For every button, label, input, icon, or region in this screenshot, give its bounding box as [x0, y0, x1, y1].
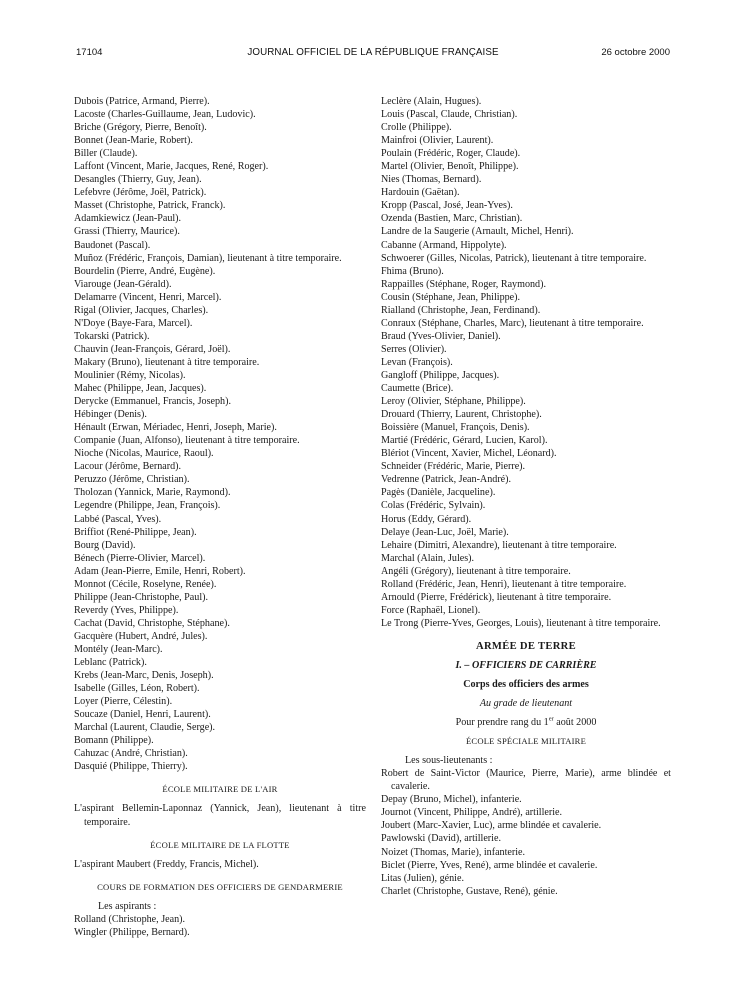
list-item: Derycke (Emmanuel, Francis, Joseph). [74, 396, 231, 408]
list-item: Fhima (Bruno). [381, 265, 444, 277]
list-item: Chauvin (Jean-François, Gérard, Joël). [74, 343, 231, 355]
list-item: Laffont (Vincent, Marie, Jacques, René, Roger). [74, 161, 269, 173]
journal-title: JOURNAL OFFICIEL DE LA RÉPUBLIQUE FRANÇAISE [247, 47, 499, 58]
list-item: Gacquère (Hubert, André, Jules). [74, 630, 208, 642]
air-school-entry: L'aspirant Bellemin-Laponnaz (Yannick, Jean), lieutenant à titre temporaire. [74, 803, 366, 828]
list-item: Le Trong (Pierre-Yves, Georges, Louis), lieutenant à titre temporaire. [381, 617, 661, 629]
air-school-heading: ÉCOLE MILITAIRE DE L'AIR [162, 784, 278, 795]
grade-heading: Au grade de lieutenant [479, 698, 573, 710]
list-item: Moulinier (Rémy, Nicolas). [74, 369, 186, 381]
gendarmerie-intro: Les aspirants : [98, 900, 157, 912]
list-item: Lefebvre (Jérôme, Joël, Patrick). [74, 187, 207, 199]
list-item: Dubois (Patrice, Armand, Pierre). [74, 96, 210, 107]
list-item: Desangles (Thierry, Guy, Jean). [74, 174, 202, 186]
list-item: Ozenda (Bastien, Marc, Christian). [381, 213, 523, 225]
list-item: Nies (Thomas, Bernard). [381, 174, 482, 186]
list-item: Briche (Grégory, Pierre, Benoît). [74, 122, 207, 134]
list-item: Louis (Pascal, Claude, Christian). [381, 109, 518, 121]
list-item: Joubert (Marc-Xavier, Luc), arme blindée et cavalerie. [381, 820, 602, 832]
list-item: Tholozan (Yannick, Marie, Raymond). [74, 487, 231, 499]
list-item: Adam (Jean-Pierre, Emile, Henri, Robert). [74, 565, 246, 577]
sous-lieutenants-list [381, 767, 671, 897]
list-item: Journot (Vincent, Philippe, André), artillerie. [381, 807, 563, 819]
list-item: Biller (Claude). [74, 148, 138, 160]
list-item: Bénech (Pierre-Olivier, Marcel). [74, 552, 206, 564]
list-item: Adamkiewicz (Jean-Paul). [74, 213, 182, 225]
list-item: Muñoz (Frédéric, François, Damian), lieutenant à titre temporaire. [74, 252, 342, 264]
list-item: Rolland (Frédéric, Jean, Henri), lieutenant à titre temporaire. [381, 578, 627, 590]
rank-date-suffix: août 2000 [553, 717, 597, 729]
list-item: Biclet (Pierre, Yves, René), arme blindée et cavalerie. [381, 859, 598, 871]
list-item: Kropp (Pascal, José, Jean-Yves). [381, 200, 513, 212]
page-number: 17104 [76, 47, 103, 58]
list-item: Drouard (Thierry, Laurent, Christophe). [381, 409, 542, 421]
list-item: Hébinger (Denis). [74, 409, 147, 421]
list-item: Cachat (David, Christophe, Stéphane). [74, 617, 230, 629]
list-item: Rolland (Christophe, Jean). [74, 913, 186, 925]
list-item: Marchal (Laurent, Claudie, Serge). [74, 722, 216, 734]
list-item: Boissière (Manuel, François, Denis). [381, 422, 530, 434]
list-item: Charlet (Christophe, Gustave, René), génie. [381, 885, 558, 897]
list-item: Delamarre (Vincent, Henri, Marcel). [74, 291, 222, 303]
list-item: Peruzzo (Jérôme, Christian). [74, 474, 190, 486]
list-item: Tokarski (Patrick). [74, 330, 150, 342]
corps-heading: Corps des officiers des armes [463, 679, 589, 691]
list-item: Dasquié (Philippe, Thierry). [74, 761, 188, 773]
navy-school-heading: ÉCOLE MILITAIRE DE LA FLOTTE [150, 839, 290, 850]
list-item: Hardouin (Gaëtan). [381, 187, 460, 199]
list-item: Horus (Eddy, Gérard). [381, 513, 472, 525]
list-item: Depay (Bruno, Michel), infanterie. [381, 794, 522, 806]
list-item: Rialland (Christophe, Jean, Ferdinand). [381, 304, 541, 316]
sous-lieutenants-intro: Les sous-lieutenants : [405, 755, 493, 767]
list-item: Cousin (Stéphane, Jean, Philippe). [381, 291, 521, 303]
list-item: Vedrenne (Patrick, Jean-André). [381, 474, 512, 486]
section-heading: I. – OFFICIERS DE CARRIÈRE [455, 659, 597, 671]
list-item: Soucaze (Daniel, Henri, Laurent). [74, 709, 211, 721]
list-item: Litas (Julien), génie. [381, 872, 464, 884]
navy-school-entry: L'aspirant Maubert (Freddy, Francis, Michel). [74, 858, 259, 870]
list-item: Krebs (Jean-Marc, Denis, Joseph). [74, 670, 214, 682]
right-column [381, 95, 671, 898]
rank-date-sup: er [548, 715, 554, 723]
list-item: Schwoerer (Gilles, Nicolas, Patrick), lieutenant à titre temporaire. [381, 252, 647, 264]
list-item: Delaye (Jean-Luc, Joël, Marie). [381, 526, 509, 538]
list-item: Reverdy (Yves, Philippe). [74, 604, 179, 616]
list-item: Mahec (Philippe, Jean, Jacques). [74, 383, 207, 395]
list-item: Robert de Saint-Victor (Maurice, Pierre, Marie), arme blindée et cavalerie. [381, 768, 671, 793]
list-item: Grassi (Thierry, Maurice). [74, 226, 180, 238]
list-item: Leclère (Alain, Hugues). [381, 96, 482, 107]
list-item: Force (Raphaël, Lionel). [381, 604, 481, 616]
list-item: Wingler (Philippe, Bernard). [74, 926, 190, 938]
list-item: Labbé (Pascal, Yves). [74, 513, 162, 525]
list-item: Crolle (Philippe). [381, 122, 452, 134]
list-item: N'Doye (Baye-Fara, Marcel). [74, 317, 193, 329]
list-item: Caumette (Brice). [381, 383, 454, 395]
list-item: Baudonet (Pascal). [74, 239, 151, 251]
list-item: Rappailles (Stéphane, Roger, Raymond). [381, 278, 546, 290]
list-item: Levan (François). [381, 356, 453, 368]
list-item: Cahuzac (André, Christian). [74, 748, 188, 760]
list-item: Makary (Bruno), lieutenant à titre temporaire. [74, 356, 260, 368]
list-item: Loyer (Pierre, Célestin). [74, 696, 173, 708]
left-name-list [74, 95, 366, 773]
gendarmerie-heading: COURS DE FORMATION DES OFFICIERS DE GENDARMERIE [97, 881, 343, 892]
list-item: Noizet (Thomas, Marie), infanterie. [381, 846, 526, 858]
list-item: Bourg (David). [74, 539, 136, 551]
list-item: Pagès (Danièle, Jacqueline). [381, 487, 496, 499]
list-item: Martel (Olivier, Benoît, Philippe). [381, 161, 519, 173]
list-item: Braud (Yves-Olivier, Daniel). [381, 330, 501, 342]
list-item: Serres (Olivier). [381, 343, 447, 355]
list-item: Martié (Frédéric, Gérard, Lucien, Karol). [381, 435, 548, 447]
list-item: Companie (Juan, Alfonso), lieutenant à titre temporaire. [74, 435, 300, 447]
right-name-list [381, 95, 671, 630]
list-item: Marchal (Alain, Jules). [381, 552, 475, 564]
list-item: Pawlowski (David), artillerie. [381, 833, 501, 845]
gendarmerie-name-list [74, 913, 366, 939]
list-item: Arnould (Pierre, Frédérick), lieutenant à titre temporaire. [381, 591, 612, 603]
list-item: Bonnet (Jean-Marie, Robert). [74, 135, 193, 147]
list-item: Hénault (Erwan, Mériadec, Henri, Joseph, Marie). [74, 422, 277, 434]
list-item: Philippe (Jean-Christophe, Paul). [74, 591, 209, 603]
list-item: Angéli (Grégory), lieutenant à titre temporaire. [381, 565, 571, 577]
list-item: Landre de la Saugerie (Arnault, Michel, Henri). [381, 226, 574, 238]
list-item: Cabanne (Armand, Hippolyte). [381, 239, 507, 251]
list-item: Schneider (Frédéric, Marie, Pierre). [381, 461, 526, 473]
list-item: Gangloff (Philippe, Jacques). [381, 369, 500, 381]
list-item: Rigal (Olivier, Jacques, Charles). [74, 304, 209, 316]
publication-date: 26 octobre 2000 [601, 47, 670, 58]
list-item: Mainfroi (Olivier, Laurent). [381, 135, 494, 147]
list-item: Viarouge (Jean-Gérald). [74, 278, 172, 290]
list-item: Isabelle (Gilles, Léon, Robert). [74, 683, 200, 695]
list-item: Blériot (Vincent, Xavier, Michel, Léonard). [381, 448, 557, 460]
rank-date-prefix: Pour prendre rang du 1 [455, 717, 549, 729]
army-heading: ARMÉE DE TERRE [476, 640, 576, 652]
list-item: Lacoste (Charles-Guillaume, Jean, Ludovic). [74, 109, 256, 121]
school-heading: ÉCOLE SPÉCIALE MILITAIRE [465, 736, 587, 747]
list-item: Bourdelin (Pierre, André, Eugène). [74, 265, 216, 277]
list-item: Briffiot (René-Philippe, Jean). [74, 526, 197, 538]
list-item: Leblanc (Patrick). [74, 657, 147, 669]
list-item: Conraux (Stéphane, Charles, Marc), lieutenant à titre temporaire. [381, 317, 644, 329]
left-column [74, 95, 366, 939]
list-item: Nioche (Nicolas, Maurice, Raoul). [74, 448, 214, 460]
list-item: Montély (Jean-Marc). [74, 643, 163, 655]
list-item: Lehaire (Dimitri, Alexandre), lieutenant à titre temporaire. [381, 539, 617, 551]
list-item: Poulain (Frédéric, Roger, Claude). [381, 148, 521, 160]
list-item: Masset (Christophe, Patrick, Franck). [74, 200, 226, 212]
list-item: Leroy (Olivier, Stéphane, Philippe). [381, 396, 526, 408]
list-item: Lacour (Jérôme, Bernard). [74, 461, 182, 473]
list-item: Monnot (Cécile, Roselyne, Renée). [74, 578, 217, 590]
list-item: Bomann (Philippe). [74, 735, 154, 747]
rank-date [381, 716, 671, 729]
list-item: Colas (Frédéric, Sylvain). [381, 500, 486, 512]
list-item: Legendre (Philippe, Jean, François). [74, 500, 221, 512]
